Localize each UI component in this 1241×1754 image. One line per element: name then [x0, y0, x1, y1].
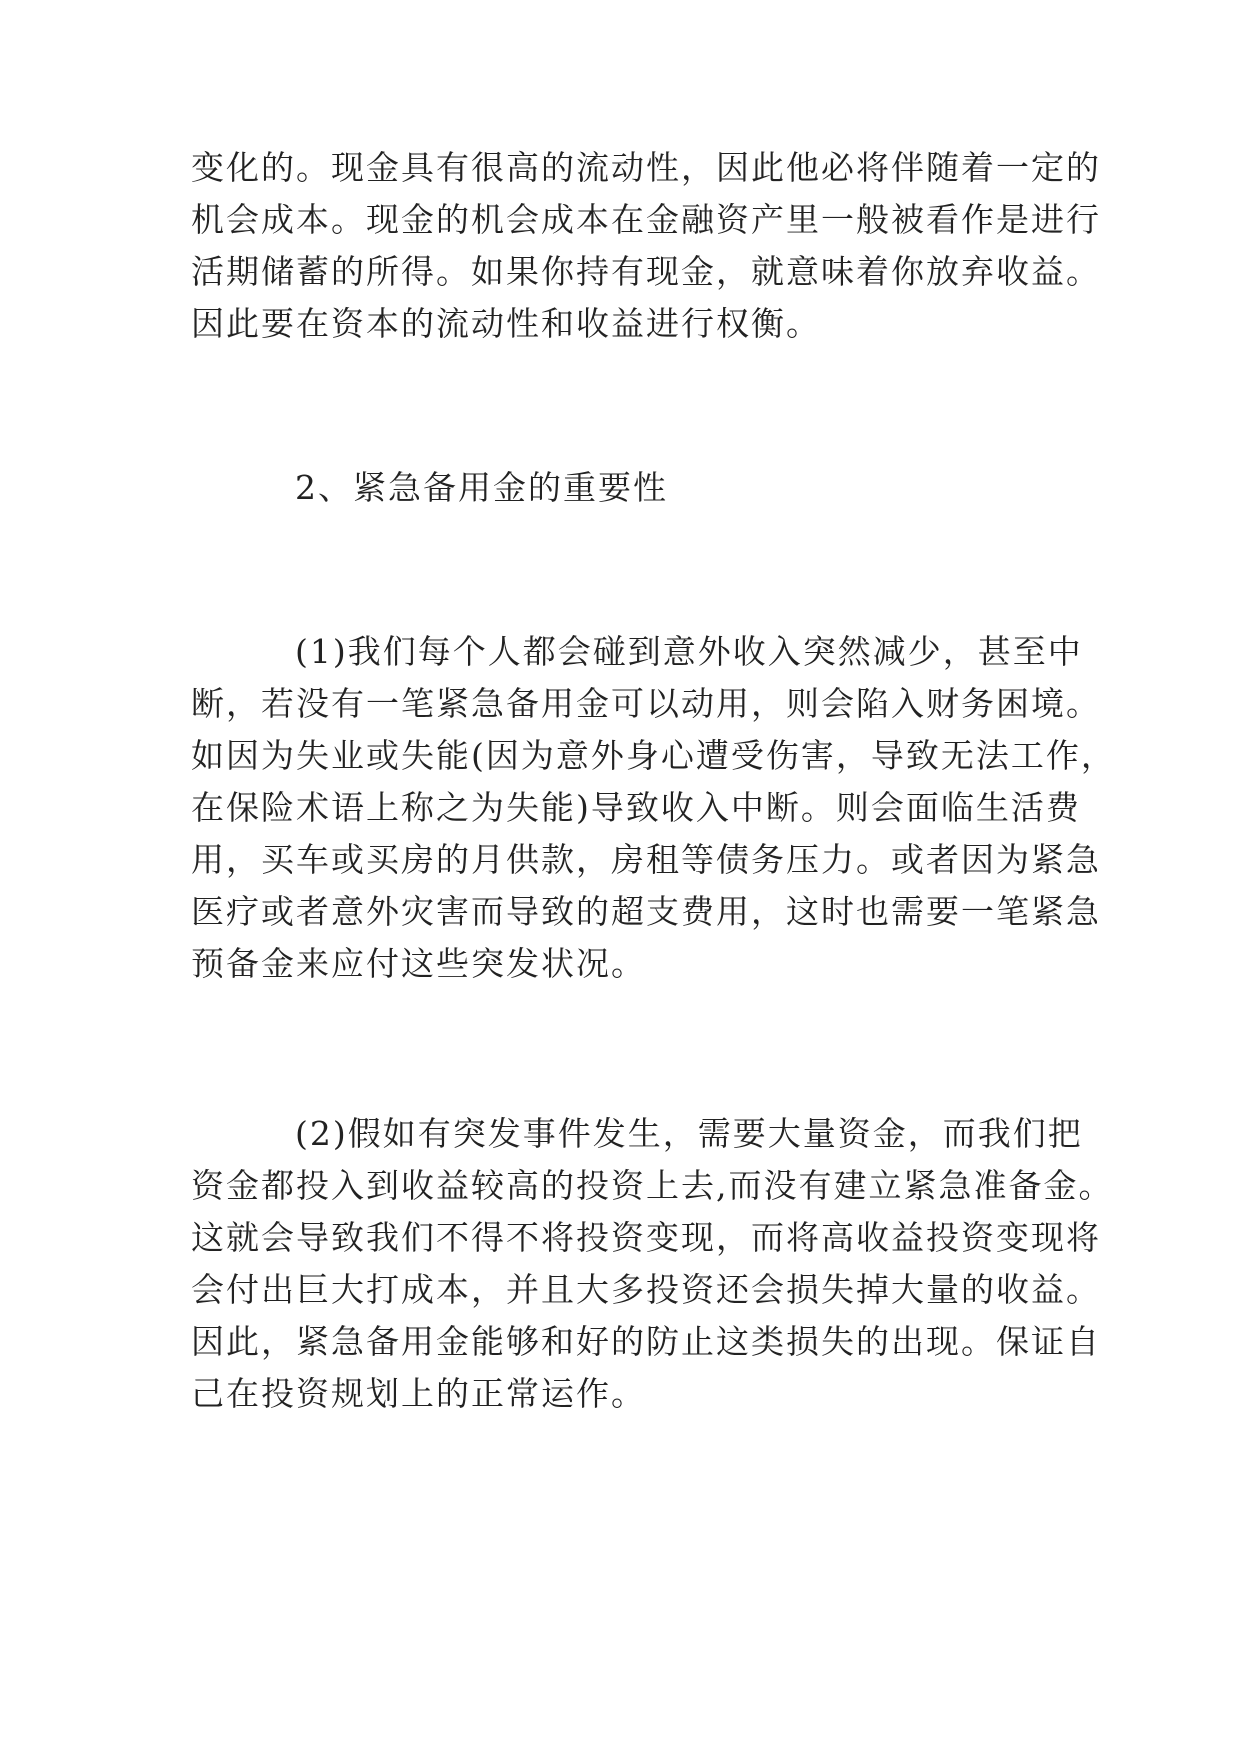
paragraph-3-line-6: 己在投资规划上的正常运作。: [191, 1374, 646, 1413]
paragraph-2-line-1: (1)我们每个人都会碰到意外收入突然减少，甚至中: [295, 632, 1083, 671]
paragraph-2-line-2: 断，若没有一笔紧急备用金可以动用，则会陷入财务困境。: [191, 684, 1101, 723]
paragraph-2-line-3: 如因为失业或失能(因为意外身心遭受伤害，导致无法工作，: [191, 736, 1116, 775]
paragraph-3-line-2: 资金都投入到收益较高的投资上去,而没有建立紧急准备金。: [191, 1166, 1114, 1205]
paragraph-1-line-3: 活期储蓄的所得。如果你持有现金，就意味着你放弃收益。: [191, 252, 1101, 291]
paragraph-1-line-4: 因此要在资本的流动性和收益进行权衡。: [191, 304, 821, 343]
paragraph-2-line-7: 预备金来应付这些突发状况。: [191, 944, 646, 983]
paragraph-3-line-1: (2)假如有突发事件发生，需要大量资金，而我们把: [295, 1114, 1083, 1153]
paragraph-2-line-5: 用，买车或买房的月供款，房租等债务压力。或者因为紧急: [191, 840, 1101, 879]
paragraph-3-line-3: 这就会导致我们不得不将投资变现，而将高收益投资变现将: [191, 1218, 1101, 1257]
paragraph-1-line-2: 机会成本。现金的机会成本在金融资产里一般被看作是进行: [191, 200, 1101, 239]
paragraph-1-line-1: 变化的。现金具有很高的流动性，因此他必将伴随着一定的: [191, 148, 1101, 187]
section-heading: 2、紧急备用金的重要性: [295, 468, 668, 507]
paragraph-3-line-5: 因此，紧急备用金能够和好的防止这类损失的出现。保证自: [191, 1322, 1101, 1361]
paragraph-3-line-4: 会付出巨大打成本，并且大多投资还会损失掉大量的收益。: [191, 1270, 1101, 1309]
paragraph-2-line-6: 医疗或者意外灾害而导致的超支费用，这时也需要一笔紧急: [191, 892, 1101, 931]
paragraph-2-line-4: 在保险术语上称之为失能)导致收入中断。则会面临生活费: [191, 788, 1081, 827]
